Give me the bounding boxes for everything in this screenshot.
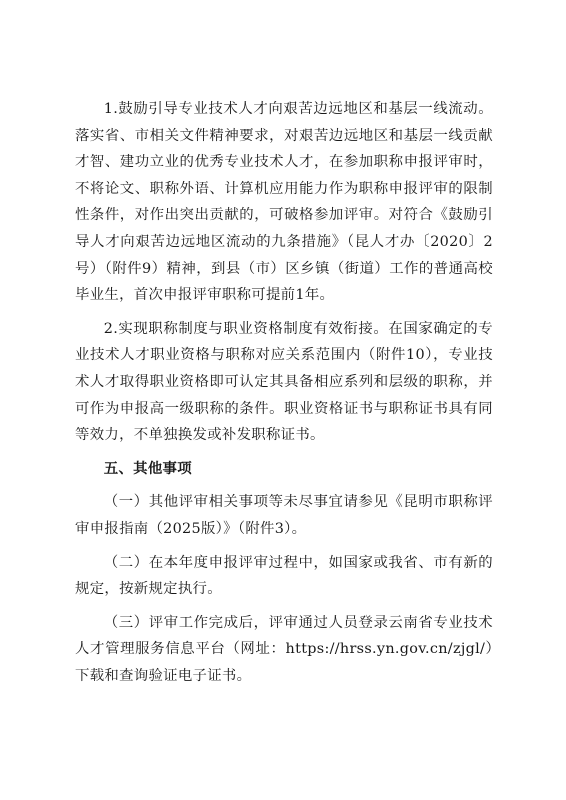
document-body [75,96,493,689]
list-item-1: （一）其他评审相关事项等未尽事宜请参见《昆明市职称评审申报指南（2025版）》（附件3）。 [75,494,493,537]
paragraph-qualification-link: 2.实现职称制度与职业资格制度有效衔接。在国家确定的专业技术人才职业资格与职称对应关系范围内（附件10），专业技术人才取得职业资格即可认定其具备相应系列和层级的职称，并可作为申报高一级职称的条件。职业资格证书与职称证书具有同等效力，不单独换发或补发职称证书。 [75,320,493,444]
paragraph-talent-flow: 1.鼓励引导专业技术人才向艰苦边远地区和基层一线流动。落实省、市相关文件精神要求，对艰苦边远地区和基层一线贡献才智、建功立业的优秀专业技术人才，在参加职称申报评审时，不将论文、职称外语、计算机应用能力作为职称申报评审的限制性条件，对作出突出贡献的，可破格参加评审。对符合《鼓励引导人才向艰苦边远地区流动的九条措施》（昆人才办〔2020〕2号）（附件9）精神，到县（市）区乡镇（街道）工作的普通高校毕业生，首次申报评审职称可提前1年。 [75,101,493,304]
list-item-2: （二）在本年度申报评审过程中，如国家或我省、市有新的规定，按新规定执行。 [75,554,493,598]
list-item-3: （三）评审工作完成后，评审通过人员登录云南省专业技术人才管理服务信息平台（网址：https://hrss.yn.gov.cn/zjgl/）下载和查询验证电子证书。 [75,614,493,684]
section-heading: 五、其他事项 [103,460,192,477]
